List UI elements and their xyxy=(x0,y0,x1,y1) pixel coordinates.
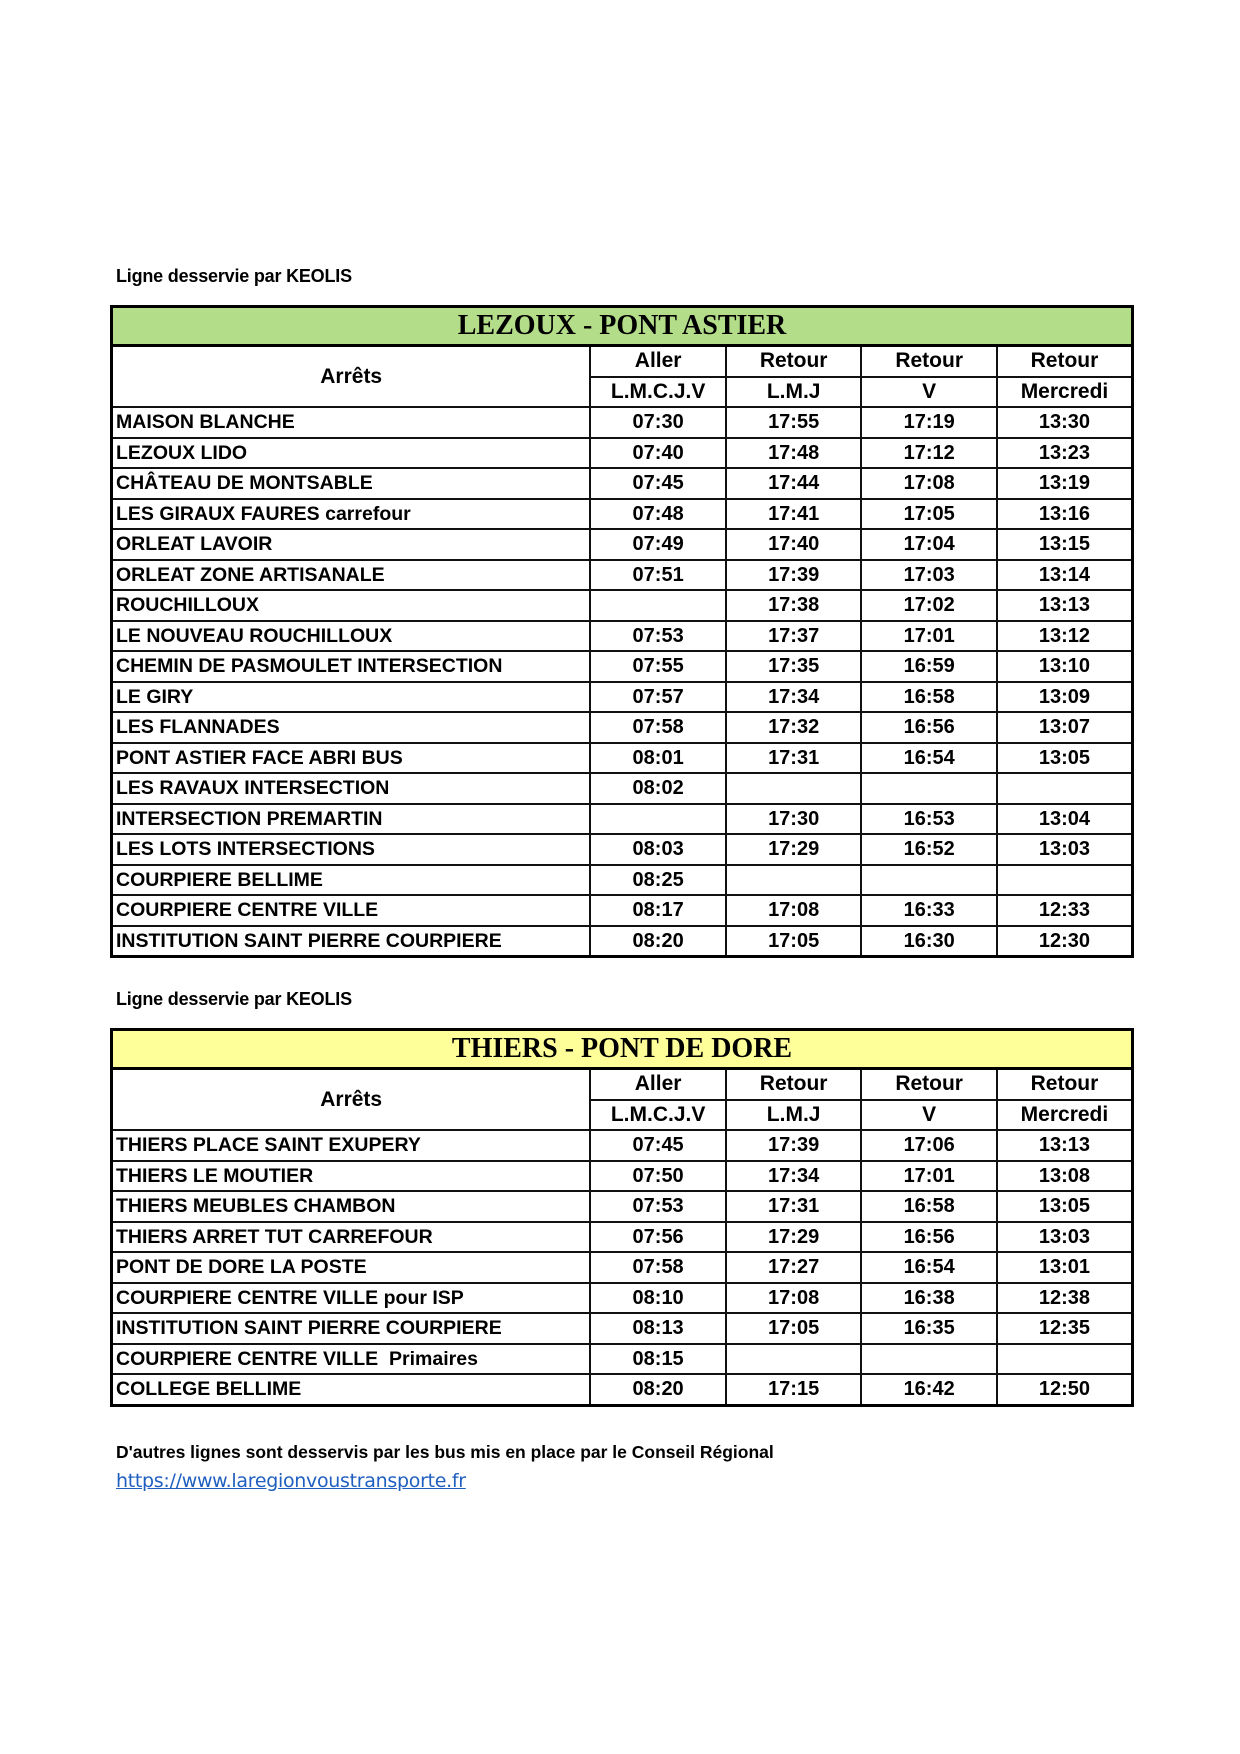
time-cell: 08:20 xyxy=(590,926,726,957)
table-row xyxy=(112,651,1133,682)
time-cell: 07:56 xyxy=(590,1222,726,1253)
time-cell: 13:30 xyxy=(997,407,1133,438)
table-row xyxy=(112,1161,1133,1192)
time-cell: 17:29 xyxy=(726,834,862,865)
time-cell: 13:05 xyxy=(997,743,1133,774)
time-cell: 16:58 xyxy=(861,682,997,713)
stop-name: CHEMIN DE PASMOULET INTERSECTION xyxy=(116,655,503,678)
column-days-header: L.M.J xyxy=(726,377,862,408)
time-cell: 17:08 xyxy=(861,468,997,499)
time-cell: 16:56 xyxy=(861,1222,997,1253)
time-cell: 17:55 xyxy=(726,407,862,438)
stop-name-cell xyxy=(112,1191,591,1222)
time-cell: 17:31 xyxy=(726,743,862,774)
stop-name-cell xyxy=(112,621,591,652)
time-cell: 17:38 xyxy=(726,590,862,621)
stop-name: INSTITUTION SAINT PIERRE COURPIERE xyxy=(116,1317,502,1340)
stop-name-cell xyxy=(112,1130,591,1161)
footer-note: D'autres lignes sont desservis par les bus mis en place par le Conseil Régional xyxy=(116,1442,774,1462)
time-cell: 16:59 xyxy=(861,651,997,682)
time-cell: 13:15 xyxy=(997,529,1133,560)
stop-name: COURPIERE BELLIME xyxy=(116,868,323,891)
time-cell: 13:23 xyxy=(997,438,1133,469)
stop-name-cell xyxy=(112,1344,591,1375)
table-row xyxy=(112,1130,1133,1161)
table-row xyxy=(112,682,1133,713)
time-cell: 07:45 xyxy=(590,468,726,499)
time-cell: 16:30 xyxy=(861,926,997,957)
line-title: THIERS - PONT DE DORE xyxy=(112,1030,1133,1069)
column-days-header: V xyxy=(861,1100,997,1131)
stop-name-cell xyxy=(112,560,591,591)
stop-name: LES LOTS INTERSECTIONS xyxy=(116,838,375,861)
operator-label-lezoux: Ligne desservie par KEOLIS xyxy=(116,266,352,286)
time-cell: 17:03 xyxy=(861,560,997,591)
time-cell: 07:30 xyxy=(590,407,726,438)
table-row xyxy=(112,865,1133,896)
time-cell: 17:39 xyxy=(726,560,862,591)
stop-name-cell xyxy=(112,1222,591,1253)
stop-name-cell xyxy=(112,438,591,469)
time-cell: 17:34 xyxy=(726,682,862,713)
time-cell: 17:40 xyxy=(726,529,862,560)
time-cell: 17:35 xyxy=(726,651,862,682)
time-cell: 07:40 xyxy=(590,438,726,469)
table-row xyxy=(112,499,1133,530)
stop-name: COLLEGE BELLIME xyxy=(116,1378,302,1401)
time-cell: 13:08 xyxy=(997,1161,1133,1192)
stop-name-cell xyxy=(112,895,591,926)
time-cell: 16:58 xyxy=(861,1191,997,1222)
time-cell: 16:33 xyxy=(861,895,997,926)
stop-name: THIERS PLACE SAINT EXUPERY xyxy=(116,1134,421,1157)
time-cell: 13:16 xyxy=(997,499,1133,530)
time-cell: 08:10 xyxy=(590,1283,726,1314)
time-cell: 17:29 xyxy=(726,1222,862,1253)
stop-name: LES GIRAUX FAURES xyxy=(116,502,320,525)
stop-name-cell xyxy=(112,499,591,530)
time-cell: 08:01 xyxy=(590,743,726,774)
time-cell: 12:35 xyxy=(997,1313,1133,1344)
table-row xyxy=(112,560,1133,591)
stop-name-suffix: pour ISP xyxy=(378,1286,464,1309)
column-direction-header: Retour xyxy=(726,346,862,377)
time-cell: 07:49 xyxy=(590,529,726,560)
time-cell: 17:31 xyxy=(726,1191,862,1222)
column-direction-header: Retour xyxy=(726,1069,862,1100)
table-row xyxy=(112,743,1133,774)
stop-name-cell xyxy=(112,682,591,713)
time-cell: 07:58 xyxy=(590,712,726,743)
stop-name: ORLEAT ZONE ARTISANALE xyxy=(116,563,385,586)
table-row xyxy=(112,895,1133,926)
stop-name: INTERSECTION PREMARTIN xyxy=(116,807,383,830)
time-cell: 13:12 xyxy=(997,621,1133,652)
time-cell xyxy=(726,773,862,804)
stop-name: THIERS LE MOUTIER xyxy=(116,1164,314,1187)
title-row xyxy=(112,1030,1133,1069)
stop-name-suffix: Primaires xyxy=(378,1347,478,1370)
stop-name-suffix: carrefour xyxy=(319,502,411,525)
timetable-thiers-pont-de-dore xyxy=(110,1028,1134,1407)
stop-name-cell xyxy=(112,712,591,743)
table-row xyxy=(112,621,1133,652)
column-direction-header: Retour xyxy=(997,346,1133,377)
time-cell: 07:45 xyxy=(590,1130,726,1161)
stop-name-cell xyxy=(112,590,591,621)
time-cell xyxy=(726,865,862,896)
stop-name: COURPIERE CENTRE VILLE xyxy=(116,1286,379,1309)
time-cell xyxy=(861,773,997,804)
time-cell: 08:20 xyxy=(590,1374,726,1405)
time-cell: 17:04 xyxy=(861,529,997,560)
time-cell: 17:15 xyxy=(726,1374,862,1405)
table-row xyxy=(112,468,1133,499)
title-row xyxy=(112,307,1133,346)
time-cell xyxy=(861,1344,997,1375)
table-row xyxy=(112,773,1133,804)
time-cell: 17:02 xyxy=(861,590,997,621)
time-cell: 16:52 xyxy=(861,834,997,865)
time-cell: 13:01 xyxy=(997,1252,1133,1283)
table-row xyxy=(112,926,1133,957)
time-cell: 17:08 xyxy=(726,1283,862,1314)
table-row xyxy=(112,1313,1133,1344)
column-direction-header: Retour xyxy=(997,1069,1133,1100)
time-cell: 07:53 xyxy=(590,1191,726,1222)
time-cell: 08:15 xyxy=(590,1344,726,1375)
time-cell: 16:56 xyxy=(861,712,997,743)
stop-name: LE GIRY xyxy=(116,685,194,708)
time-cell: 07:50 xyxy=(590,1161,726,1192)
header-row-direction xyxy=(112,1069,1133,1100)
time-cell: 16:42 xyxy=(861,1374,997,1405)
timetable-lezoux-pont-astier xyxy=(110,305,1134,958)
time-cell: 17:27 xyxy=(726,1252,862,1283)
time-cell: 08:02 xyxy=(590,773,726,804)
header-row-direction xyxy=(112,346,1133,377)
stop-name-cell xyxy=(112,773,591,804)
table-row xyxy=(112,804,1133,835)
time-cell: 07:55 xyxy=(590,651,726,682)
stop-name: ORLEAT LAVOIR xyxy=(116,533,273,556)
stop-name-cell xyxy=(112,1374,591,1405)
time-cell: 17:19 xyxy=(861,407,997,438)
stop-name: COURPIERE CENTRE VILLE xyxy=(116,1347,379,1370)
time-cell: 13:14 xyxy=(997,560,1133,591)
column-direction-header: Aller xyxy=(590,346,726,377)
stop-name-cell xyxy=(112,834,591,865)
time-cell: 13:07 xyxy=(997,712,1133,743)
time-cell: 17:30 xyxy=(726,804,862,835)
table-row xyxy=(112,529,1133,560)
time-cell: 13:10 xyxy=(997,651,1133,682)
time-cell: 12:50 xyxy=(997,1374,1133,1405)
stop-name-cell xyxy=(112,651,591,682)
table-row xyxy=(112,1222,1133,1253)
time-cell: 17:05 xyxy=(726,926,862,957)
time-cell: 16:53 xyxy=(861,804,997,835)
time-cell: 17:32 xyxy=(726,712,862,743)
time-cell: 17:41 xyxy=(726,499,862,530)
time-cell: 12:33 xyxy=(997,895,1133,926)
time-cell: 17:37 xyxy=(726,621,862,652)
table-row xyxy=(112,1344,1133,1375)
stops-column-header: Arrêts xyxy=(112,346,591,408)
column-direction-header: Retour xyxy=(861,346,997,377)
time-cell: 08:13 xyxy=(590,1313,726,1344)
stop-name-cell xyxy=(112,529,591,560)
stop-name: PONT DE DORE LA POSTE xyxy=(116,1256,367,1279)
operator-label-thiers: Ligne desservie par KEOLIS xyxy=(116,989,352,1009)
time-cell: 16:54 xyxy=(861,1252,997,1283)
stop-name-cell xyxy=(112,743,591,774)
stop-name: PONT ASTIER FACE ABRI BUS xyxy=(116,746,403,769)
table-row xyxy=(112,1252,1133,1283)
time-cell: 17:05 xyxy=(726,1313,862,1344)
stop-name-cell xyxy=(112,1313,591,1344)
time-cell: 17:44 xyxy=(726,468,862,499)
time-cell: 08:25 xyxy=(590,865,726,896)
time-cell: 16:54 xyxy=(861,743,997,774)
time-cell xyxy=(997,865,1133,896)
column-days-header: Mercredi xyxy=(997,1100,1133,1131)
time-cell xyxy=(861,865,997,896)
time-cell xyxy=(997,773,1133,804)
time-cell: 07:58 xyxy=(590,1252,726,1283)
column-days-header: V xyxy=(861,377,997,408)
column-days-header: L.M.J xyxy=(726,1100,862,1131)
stop-name: CHÂTEAU DE MONTSABLE xyxy=(116,472,373,495)
table-row xyxy=(112,1374,1133,1405)
time-cell xyxy=(590,590,726,621)
time-cell: 13:03 xyxy=(997,1222,1133,1253)
time-cell xyxy=(997,1344,1133,1375)
table-row xyxy=(112,834,1133,865)
table-row xyxy=(112,407,1133,438)
stop-name-cell xyxy=(112,865,591,896)
stop-name-cell xyxy=(112,926,591,957)
stop-name: ROUCHILLOUX xyxy=(116,594,259,617)
stop-name-cell xyxy=(112,407,591,438)
time-cell: 16:35 xyxy=(861,1313,997,1344)
table-row xyxy=(112,438,1133,469)
time-cell: 07:57 xyxy=(590,682,726,713)
time-cell: 17:05 xyxy=(861,499,997,530)
stop-name: COURPIERE CENTRE VILLE xyxy=(116,899,379,922)
column-days-header: L.M.C.J.V xyxy=(590,1100,726,1131)
stop-name: LE NOUVEAU ROUCHILLOUX xyxy=(116,624,393,647)
time-cell: 17:34 xyxy=(726,1161,862,1192)
column-days-header: Mercredi xyxy=(997,377,1133,408)
column-days-header: L.M.C.J.V xyxy=(590,377,726,408)
time-cell: 17:01 xyxy=(861,621,997,652)
stop-name-cell xyxy=(112,1252,591,1283)
time-cell: 13:04 xyxy=(997,804,1133,835)
time-cell: 17:06 xyxy=(861,1130,997,1161)
stop-name-cell xyxy=(112,1161,591,1192)
stop-name-cell xyxy=(112,804,591,835)
time-cell: 12:30 xyxy=(997,926,1133,957)
time-cell: 13:05 xyxy=(997,1191,1133,1222)
time-cell: 13:13 xyxy=(997,590,1133,621)
stop-name: LEZOUX LIDO xyxy=(116,441,248,464)
time-cell: 08:03 xyxy=(590,834,726,865)
time-cell: 07:48 xyxy=(590,499,726,530)
time-cell xyxy=(726,1344,862,1375)
time-cell: 08:17 xyxy=(590,895,726,926)
stop-name: INSTITUTION SAINT PIERRE COURPIERE xyxy=(116,929,502,952)
time-cell: 17:12 xyxy=(861,438,997,469)
time-cell: 12:38 xyxy=(997,1283,1133,1314)
stop-name-cell xyxy=(112,1283,591,1314)
time-cell: 17:01 xyxy=(861,1161,997,1192)
stop-name: LES FLANNADES xyxy=(116,716,280,739)
time-cell: 17:08 xyxy=(726,895,862,926)
time-cell: 07:53 xyxy=(590,621,726,652)
time-cell: 17:48 xyxy=(726,438,862,469)
time-cell: 13:09 xyxy=(997,682,1133,713)
stops-column-header: Arrêts xyxy=(112,1069,591,1131)
stop-name: THIERS ARRET TUT CARREFOUR xyxy=(116,1225,433,1248)
time-cell: 17:39 xyxy=(726,1130,862,1161)
time-cell: 07:51 xyxy=(590,560,726,591)
stop-name: LES RAVAUX INTERSECTION xyxy=(116,777,390,800)
line-title: LEZOUX - PONT ASTIER xyxy=(112,307,1133,346)
column-direction-header: Retour xyxy=(861,1069,997,1100)
table-row xyxy=(112,1191,1133,1222)
time-cell: 13:03 xyxy=(997,834,1133,865)
time-cell: 16:38 xyxy=(861,1283,997,1314)
stop-name: MAISON BLANCHE xyxy=(116,411,295,434)
time-cell: 13:13 xyxy=(997,1130,1133,1161)
table-row xyxy=(112,712,1133,743)
time-cell xyxy=(590,804,726,835)
time-cell: 13:19 xyxy=(997,468,1133,499)
stop-name-cell xyxy=(112,468,591,499)
stop-name: THIERS MEUBLES CHAMBON xyxy=(116,1195,396,1218)
region-transport-link[interactable]: https://www.laregionvoustransporte.fr xyxy=(116,1470,466,1492)
table-row xyxy=(112,590,1133,621)
column-direction-header: Aller xyxy=(590,1069,726,1100)
table-row xyxy=(112,1283,1133,1314)
